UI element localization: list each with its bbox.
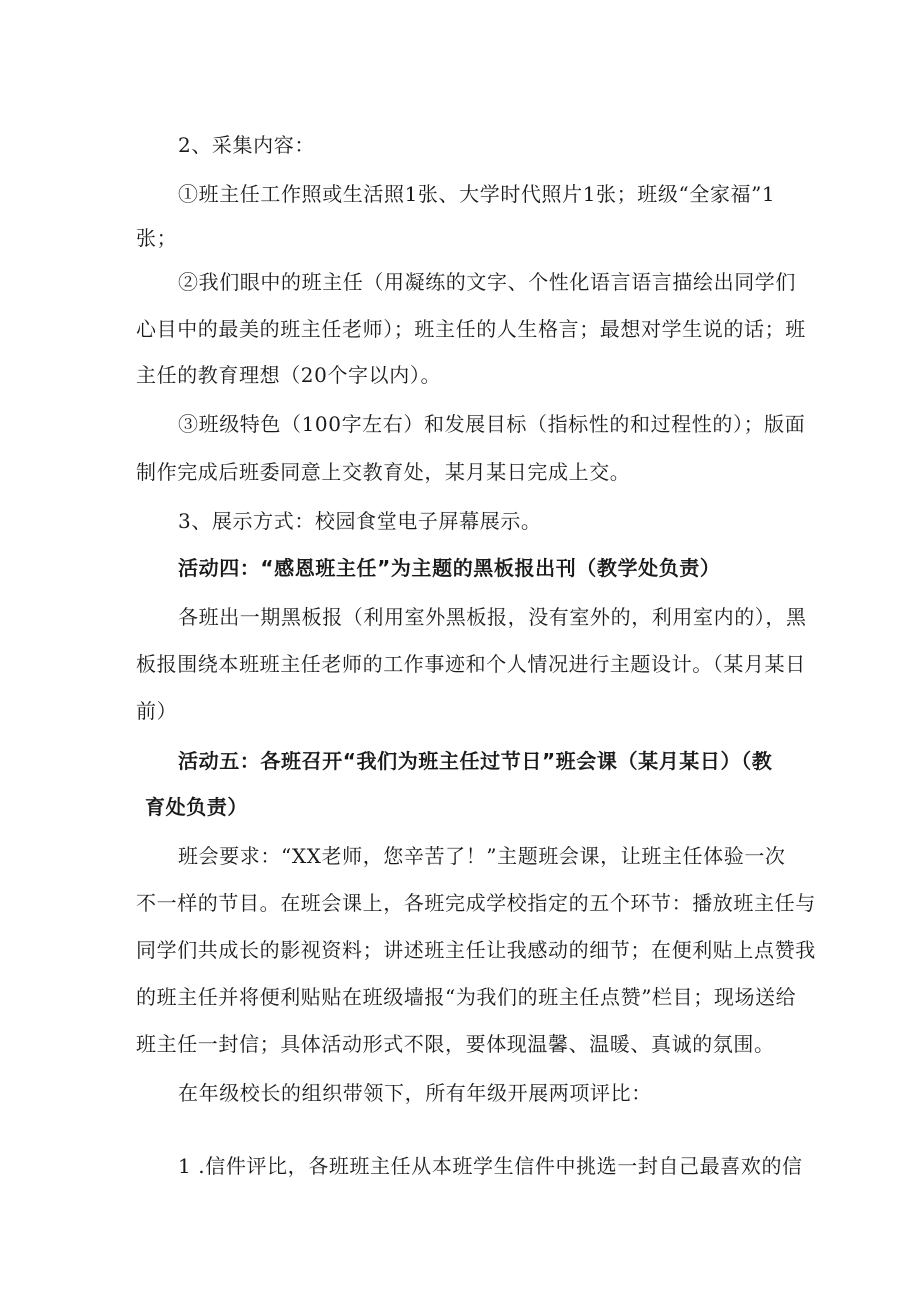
section-item-2-title: 2、采集内容：	[178, 133, 315, 157]
paragraph-line: 班会要求：“XX老师，您辛苦了！”主题班会课，让班主任体验一次	[178, 844, 786, 868]
paragraph-line: 张；	[136, 226, 178, 250]
activity-4-heading: 活动四：“感恩班主任”为主题的黑板报出刊（教学处负责）	[178, 556, 721, 580]
paragraph-line: 板报围绕本班班主任老师的工作事迹和个人情况进行主题设计。（某月某日	[136, 652, 806, 676]
paragraph-line: 同学们共成长的影视资料；讲述班主任让我感动的细节；在便利贴上点赞我	[136, 938, 816, 962]
activity-5-heading: 活动五：各班召开“我们为班主任过节日”班会课（某月某日）（教	[178, 749, 773, 773]
paragraph-line: 各班出一期黑板报（利用室外黑板报，没有室外的，利用室内的），黑	[178, 605, 807, 629]
paragraph-line: 制作完成后班委同意上交教育处，某月某日完成上交。	[136, 460, 631, 484]
paragraph-line: 在年级校长的组织带领下，所有年级开展两项评比：	[178, 1081, 652, 1105]
paragraph-line: 前）	[136, 699, 178, 723]
paragraph-line: 心目中的最美的班主任老师）；班主任的人生格言；最想对学生说的话；班	[136, 317, 806, 341]
section-item-3: 3、展示方式：校园食堂电子屏幕展示。	[178, 509, 542, 533]
activity-5-heading-cont: 育处负责）	[145, 795, 248, 819]
paragraph-line: ②我们眼中的班主任（用凝练的文字、个性化语言语言描绘出同学们	[178, 270, 796, 294]
paragraph-line: ①班主任工作照或生活照1张、大学时代照片1张；班级“全家福”1	[178, 182, 776, 206]
paragraph-line: ③班级特色（100字左右）和发展目标（指标性的和过程性的）；版面	[178, 412, 806, 436]
evaluation-item-1: 1 .信件评比，各班班主任从本班学生信件中挑选一封自己最喜欢的信	[178, 1154, 803, 1178]
paragraph-line: 班主任一封信；具体活动形式不限，要体现温馨、温暖、真诚的氛围。	[136, 1032, 775, 1056]
paragraph-line: 不一样的节目。在班会课上，各班完成学校指定的五个环节：播放班主任与	[136, 891, 816, 915]
paragraph-line: 的班主任并将便利贴贴在班级墙报“为我们的班主任点赞”栏目；现场送给	[136, 985, 797, 1009]
paragraph-line: 主任的教育理想（20个字以内）。	[136, 363, 442, 387]
